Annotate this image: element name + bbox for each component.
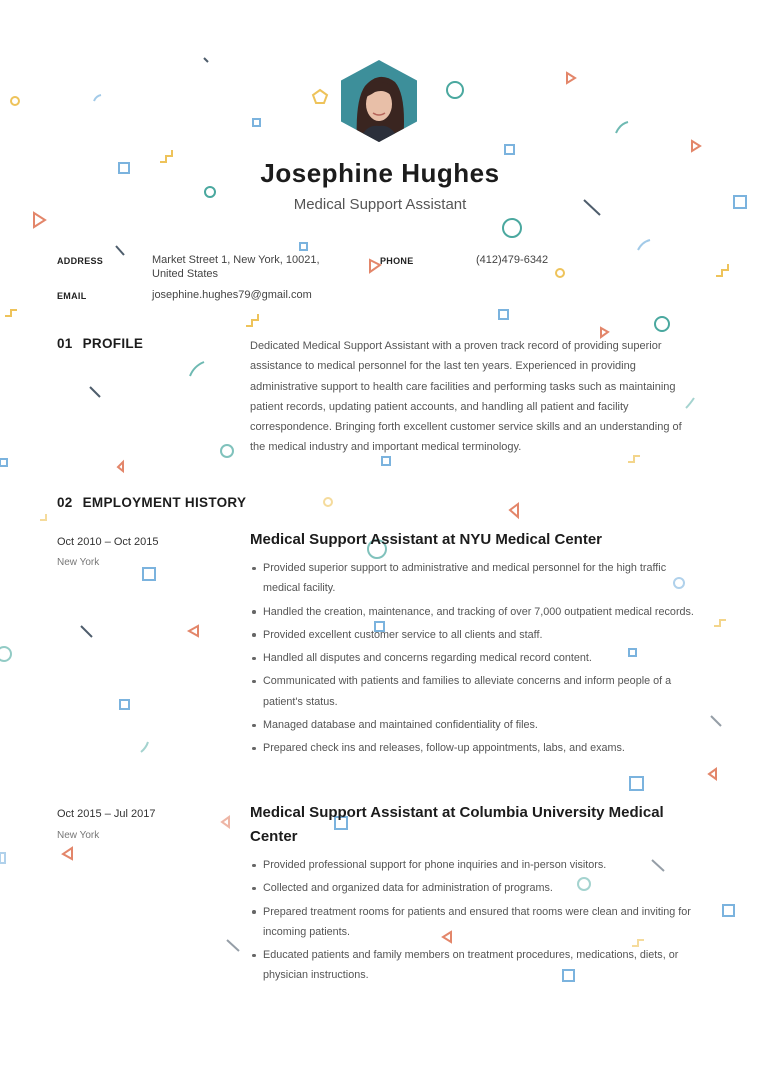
list-item: Managed database and maintained confidentiality of files. [250,715,705,735]
list-item: Provided superior support to administrative and medical personnel for the high traffic medical facility. [250,558,705,599]
list-item: Collected and organized data for administration of programs. [250,878,705,898]
profile-summary: Dedicated Medical Support Assistant with a proven track record of providing superior assistance to medical personnel for the last ten years. Experienced in providing administrative support to health care facilities and performing tasks such as maintaining patient records, updating patient accounts, and handling all patient and facility correspondence. Bringing forth excellent customer service skills and an understanding of the medical industry and important medical terminology. [250,340,682,454]
email-label: EMAIL [57,291,87,301]
list-item: Educated patients and family members on treatment procedures, medications, diets, or physician instructions. [250,945,705,986]
employment-heading [57,495,246,510]
list-item: Provided excellent customer service to all clients and staff. [250,625,705,645]
address-line-2: United States [152,268,219,280]
list-item: Handled all disputes and concerns regarding medical record content. [250,648,705,668]
address-line-1: Market Street 1, New York, 10021, [152,254,320,266]
job-2-dates: Oct 2015 – Jul 2017 [57,808,156,820]
profile-photo [341,60,417,142]
job-1-title: Medical Support Assistant at NYU Medical Center [250,531,603,548]
address-label: ADDRESS [57,256,104,266]
profile-section-number: 01 [57,336,73,351]
list-item: Communicated with patients and families to alleviate concerns and inform people of a patient's status. [250,671,705,712]
job-1-bullets [250,558,705,762]
job-title: Medical Support Assistant [293,196,467,213]
phone-value: (412)479-6342 [476,254,549,266]
employment-section-number: 02 [57,495,73,510]
email-value: josephine.hughes79@gmail.com [152,289,312,301]
job-2-bullets [250,855,705,989]
list-item: Prepared treatment rooms for patients and ensured that rooms were clean and inviting for incoming patients. [250,902,705,943]
list-item: Prepared check ins and releases, follow-up appointments, labs, and exams. [250,738,705,758]
list-item: Handled the creation, maintenance, and tracking of over 7,000 outpatient medical records. [250,602,705,622]
job-1-dates: Oct 2010 – Oct 2015 [57,536,159,548]
job-2-city: New York [57,830,100,841]
phone-label: PHONE [380,256,414,266]
employment-section-title: EMPLOYMENT HISTORY [82,495,247,510]
job-2-title: Medical Support Assistant at Columbia University Medical Center [250,804,664,845]
profile-section-title: PROFILE [82,336,144,351]
list-item: Provided professional support for phone inquiries and in-person visitors. [250,855,705,875]
job-1-city: New York [57,557,100,568]
candidate-name: Josephine Hughes [260,158,500,188]
profile-heading [57,336,143,351]
